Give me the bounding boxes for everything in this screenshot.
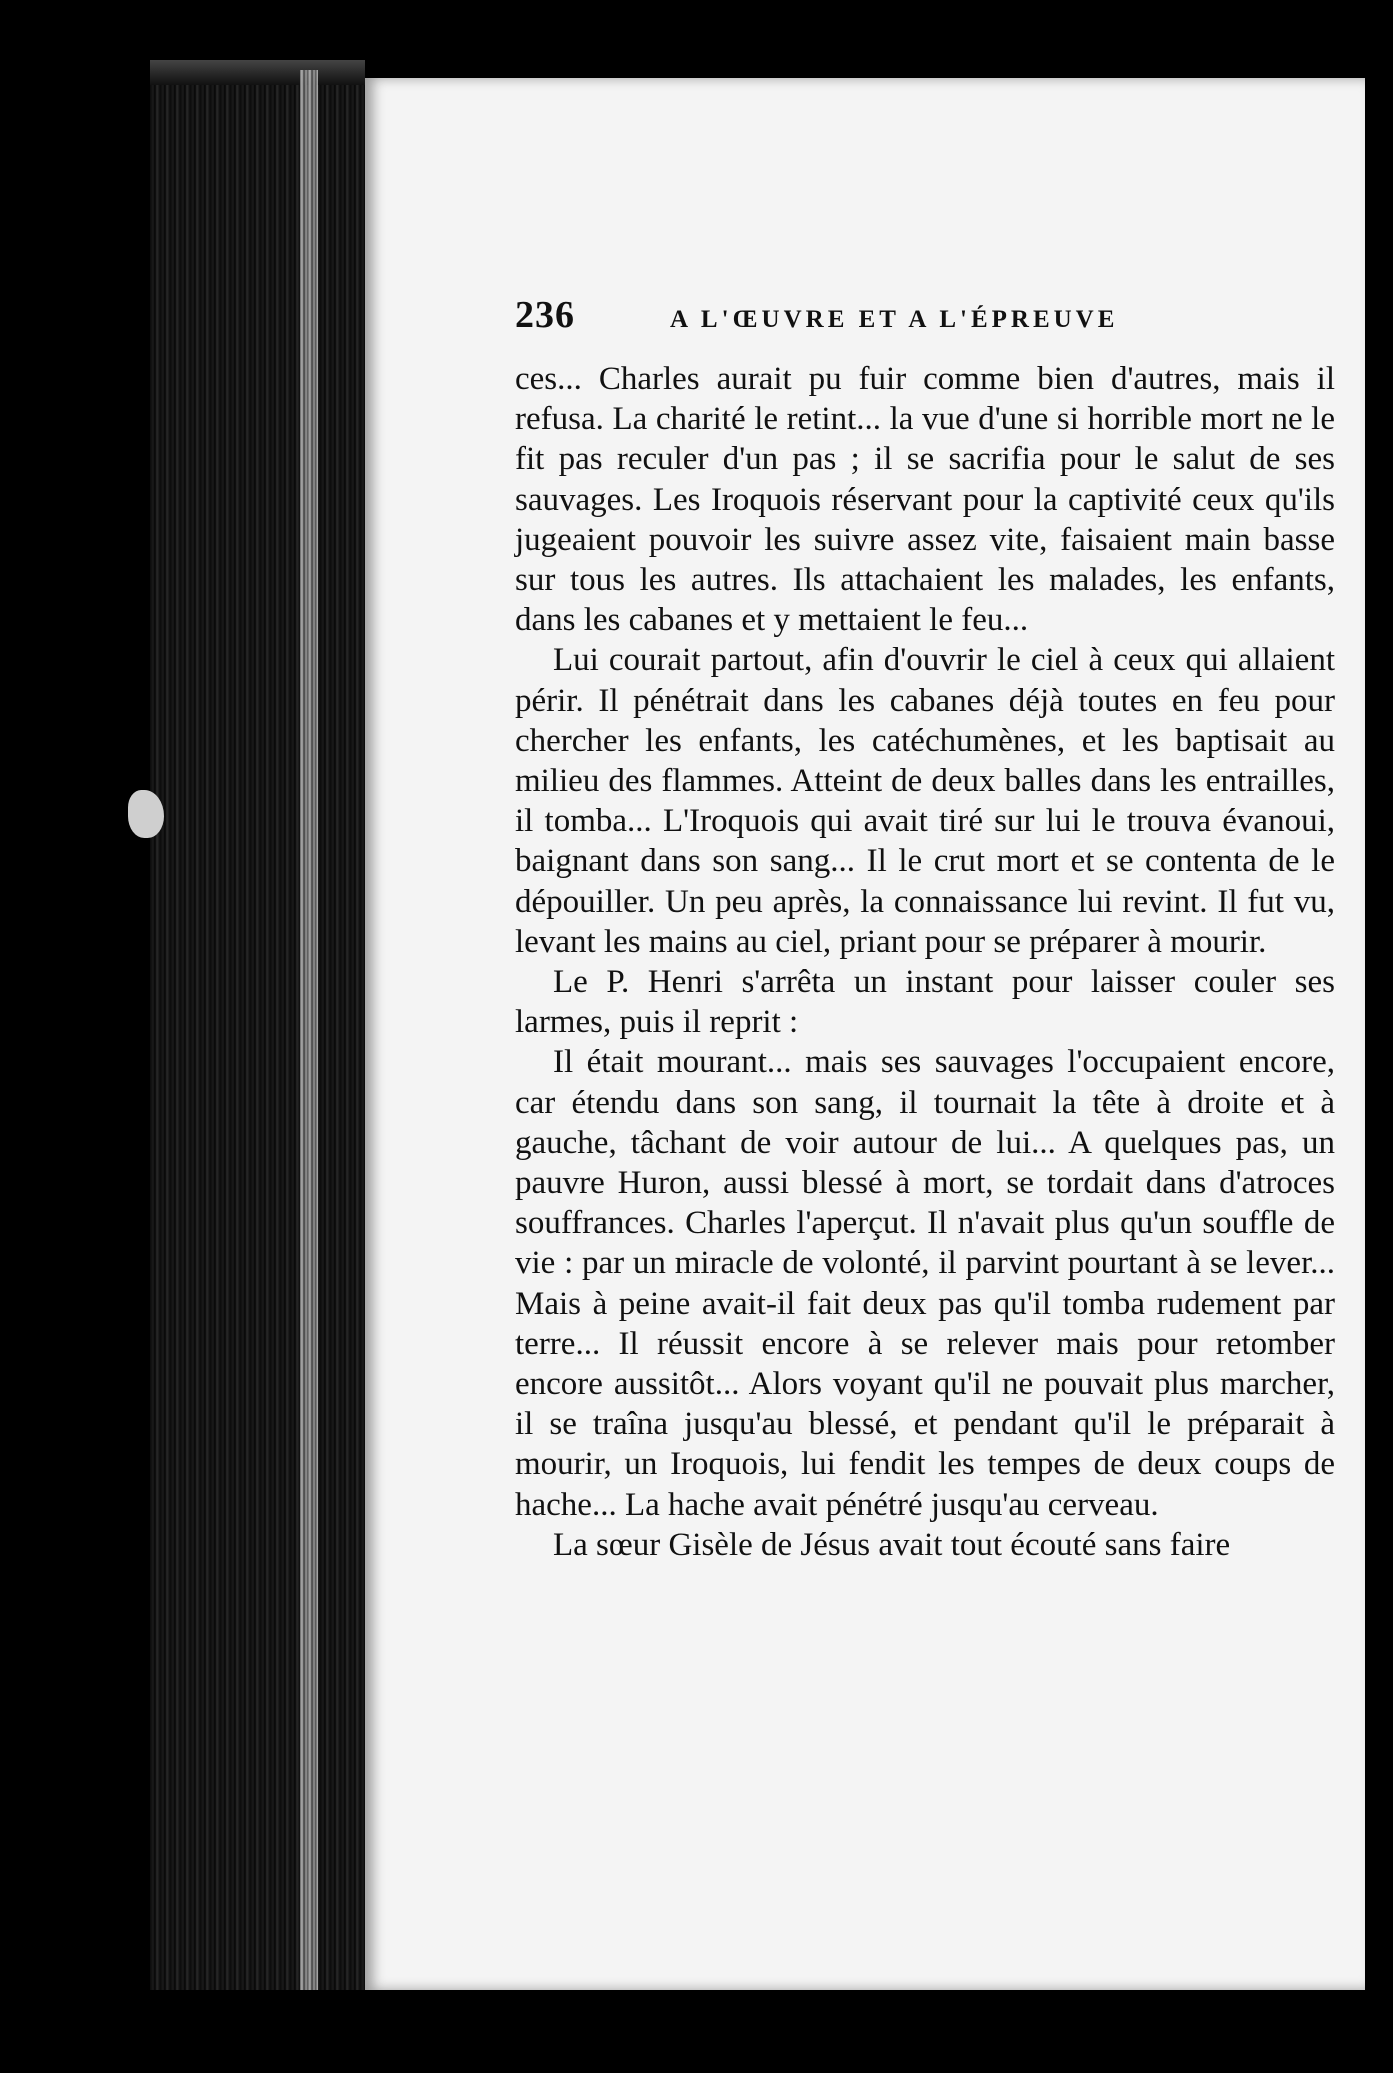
paragraph: La sœur Gisèle de Jésus avait tout écouté sans faire bbox=[553, 1526, 1231, 1563]
paragraph: Il était mourant... mais ses sauvages l'occupaient encore, car étendu dans son sang, il tournait la tête à droite et à gauche, tâchant de voir autour de lui... A quelques pas, un pauvre Huron, aussi blessé à mort, se tordait dans d'atroces souffrances. Charles l'aperçut. Il n'avait plus qu'un souffle de vie : par un miracle de volonté, il parvint pourtant à se lever... Mais à peine avait-il fait deux pas qu'il tomba rudement par terre... Il réussit encore à se relever mais pour retomber encore aussitôt... Alors voyant qu'il ne pouvait plus marcher, il se traîna jusqu'au blessé, et pendant qu'il le préparait à mourir, un Iroquois, lui fendit les tempes de deux coups de hache... La hache avait pénétré jusqu'au cerveau. bbox=[515, 1044, 1335, 1523]
page-content bbox=[515, 293, 1335, 1565]
book-page bbox=[365, 78, 1365, 1990]
book-top-edge bbox=[150, 60, 365, 85]
paragraph: Le P. Henri s'arrêta un instant pour laisser couler ses larmes, puis il reprit : bbox=[515, 964, 1335, 1041]
running-head bbox=[515, 293, 1335, 353]
body-text bbox=[515, 359, 1335, 1565]
paragraph: Lui courait partout, afin d'ouvrir le ciel à ceux qui allaient périr. Il pénétrait dans les cabanes déjà toutes en feu pour chercher les enfants, les catéchumènes, et les baptisait au milieu des flammes. Atteint de deux balles dans les entrailles, il tomba... L'Iroquois qui avait tiré sur lui le trouva évanoui, baignant dans son sang... Il le crut mort et se contenta de le dépouiller. Un peu après, la connaissance lui revint. Il fut vu, levant les mains au ciel, priant pour se préparer à mourir. bbox=[515, 642, 1335, 960]
paper-fleck bbox=[128, 790, 164, 838]
book-page-edges bbox=[150, 70, 365, 1990]
paragraph: ces... Charles aurait pu fuir comme bien d'autres, mais il refusa. La charité le retint... la vue d'une si horrible mort ne le fit pas reculer d'un pas ; il se sacrifia pour le salut de ses sauvages. Les Iroquois réservant pour la captivité ceux qu'ils jugeaient pouvoir les suivre assez vite, faisaient main basse sur tous les autres. Ils attachaient les malades, les enfants, dans les cabanes et y mettaient le feu... bbox=[515, 361, 1335, 639]
book-page-block bbox=[300, 70, 318, 1990]
page-number: 236 bbox=[515, 294, 575, 336]
running-title: A L'ŒUVRE ET A L'ÉPREUVE bbox=[670, 306, 1119, 333]
